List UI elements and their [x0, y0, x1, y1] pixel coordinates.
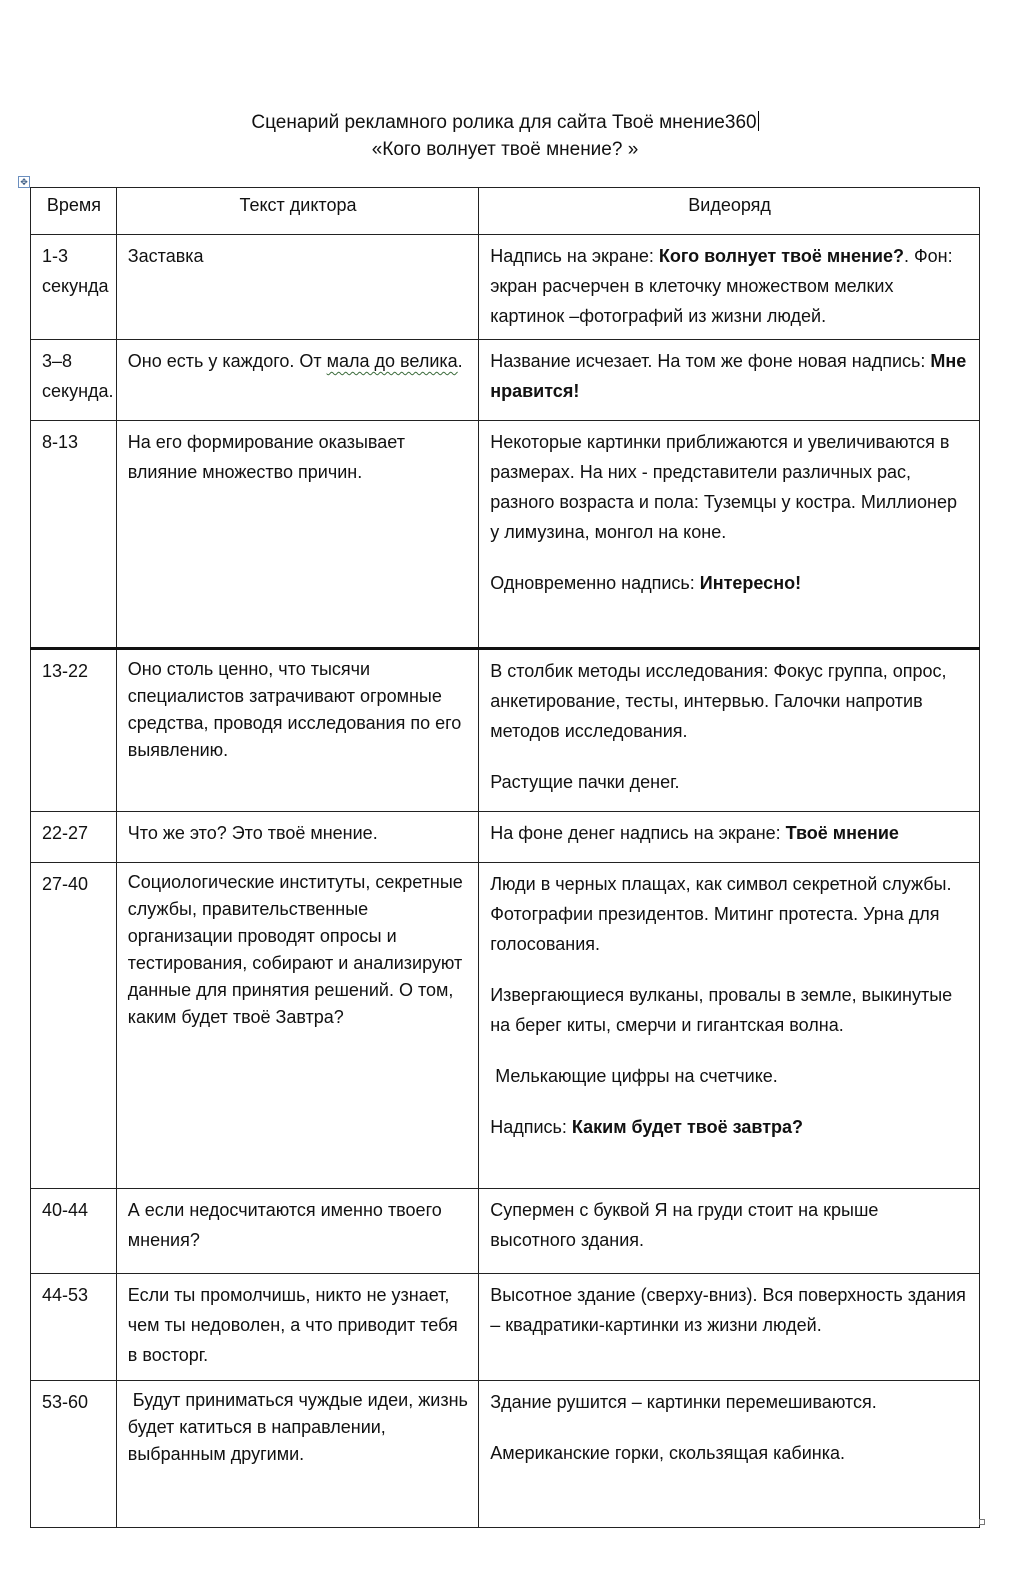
cell-video: Здание рушится – картинки перемешиваются. Американские горки, скользящая кабинка.: [479, 1381, 980, 1528]
cell-video: Некоторые картинки приближаются и увеличиваются в размерах. На них - представители различных рас, разного возраста и пола: Туземцы у костра. Миллионер у лимузина, монгол на коне. Одновременно надпись: Интересно!: [479, 421, 980, 649]
table-row: [31, 863, 980, 1189]
header-video: Видеоряд: [479, 188, 980, 235]
cell-text: Что же это? Это твоё мнение.: [116, 812, 478, 863]
cell-video: Надпись на экране: Кого волнует твоё мнение?. Фон: экран расчерчен в клеточку множеством мелких картинок –фотографий из жизни людей.: [479, 235, 980, 340]
cell-video: На фоне денег надпись на экране: Твоё мнение: [479, 812, 980, 863]
cell-time: 40-44: [31, 1189, 117, 1274]
cell-text: Заставка: [116, 235, 478, 340]
cell-text: Оно есть у каждого. От мала до велика.: [116, 340, 478, 421]
script-table: [30, 187, 980, 1528]
table-row: [31, 649, 980, 812]
table-header-row: [31, 188, 980, 235]
cell-text: Оно столь ценно, что тысячи специалистов затрачивают огромные средства, проводя исследования по его выявлению.: [116, 649, 478, 812]
table-row: [31, 340, 980, 421]
cell-video: Супермен с буквой Я на груди стоит на крыше высотного здания.: [479, 1189, 980, 1274]
cell-time: 22-27: [31, 812, 117, 863]
header-time: Время: [31, 188, 117, 235]
table-row: [31, 1189, 980, 1274]
cell-text: Если ты промолчишь, никто не узнает, чем ты недоволен, а что приводит тебя в восторг.: [116, 1274, 478, 1381]
cell-text: На его формирование оказывает влияние множество причин.: [116, 421, 478, 649]
cell-time: 44-53: [31, 1274, 117, 1381]
cell-video: Высотное здание (сверху-вниз). Вся поверхность здания – квадратики-картинки из жизни людей.: [479, 1274, 980, 1381]
cell-time: 8-13: [31, 421, 117, 649]
cell-text: Будут приниматься чуждые идеи, жизнь будет катиться в направлении, выбранным другими.: [116, 1381, 478, 1528]
document-title: Сценарий рекламного ролика для сайта Твоё мнение360: [251, 112, 757, 133]
cell-time: 3–8 секунда.: [31, 340, 117, 421]
header-narrator-text: Текст диктора: [116, 188, 478, 235]
table-resize-handle[interactable]: [979, 1519, 985, 1525]
spellcheck-phrase: мала до велика: [326, 351, 458, 371]
cell-video: Люди в черных плащах, как символ секретной службы. Фотографии президентов. Митинг протеста. Урна для голосования. Извергающиеся вулканы, провалы в земле, выкинутые на берег киты, смерчи и гигантская волна. Мелькающие цифры на счетчике. Надпись: Каким будет твоё завтра?: [479, 863, 980, 1189]
cell-time: 27-40: [31, 863, 117, 1189]
cell-time: 13-22: [31, 649, 117, 812]
cell-time: 53-60: [31, 1381, 117, 1528]
table-row: [31, 1274, 980, 1381]
cell-text: А если недосчитаются именно твоего мнения?: [116, 1189, 478, 1274]
text-cursor: [758, 111, 759, 131]
table-row: [31, 812, 980, 863]
table-row: [31, 421, 980, 649]
document-subtitle: «Кого волнует твоё мнение? »: [371, 139, 639, 160]
cell-time: 1-3 секунда: [31, 235, 117, 340]
table-row: [31, 1381, 980, 1528]
table-row: [31, 235, 980, 340]
table-move-handle-icon[interactable]: ✥: [18, 176, 30, 188]
cell-video: Название исчезает. На том же фоне новая надпись: Мне нравится!: [479, 340, 980, 421]
cell-text: Социологические институты, секретные службы, правительственные организации проводят опросы и тестирования, собирают и анализируют данные для принятия решений. О том, каким будет твоё Завтра?: [116, 863, 478, 1189]
cell-video: В столбик методы исследования: Фокус группа, опрос, анкетирование, тесты, интервью. Галочки напротив методов исследования. Растущие пачки денег.: [479, 649, 980, 812]
